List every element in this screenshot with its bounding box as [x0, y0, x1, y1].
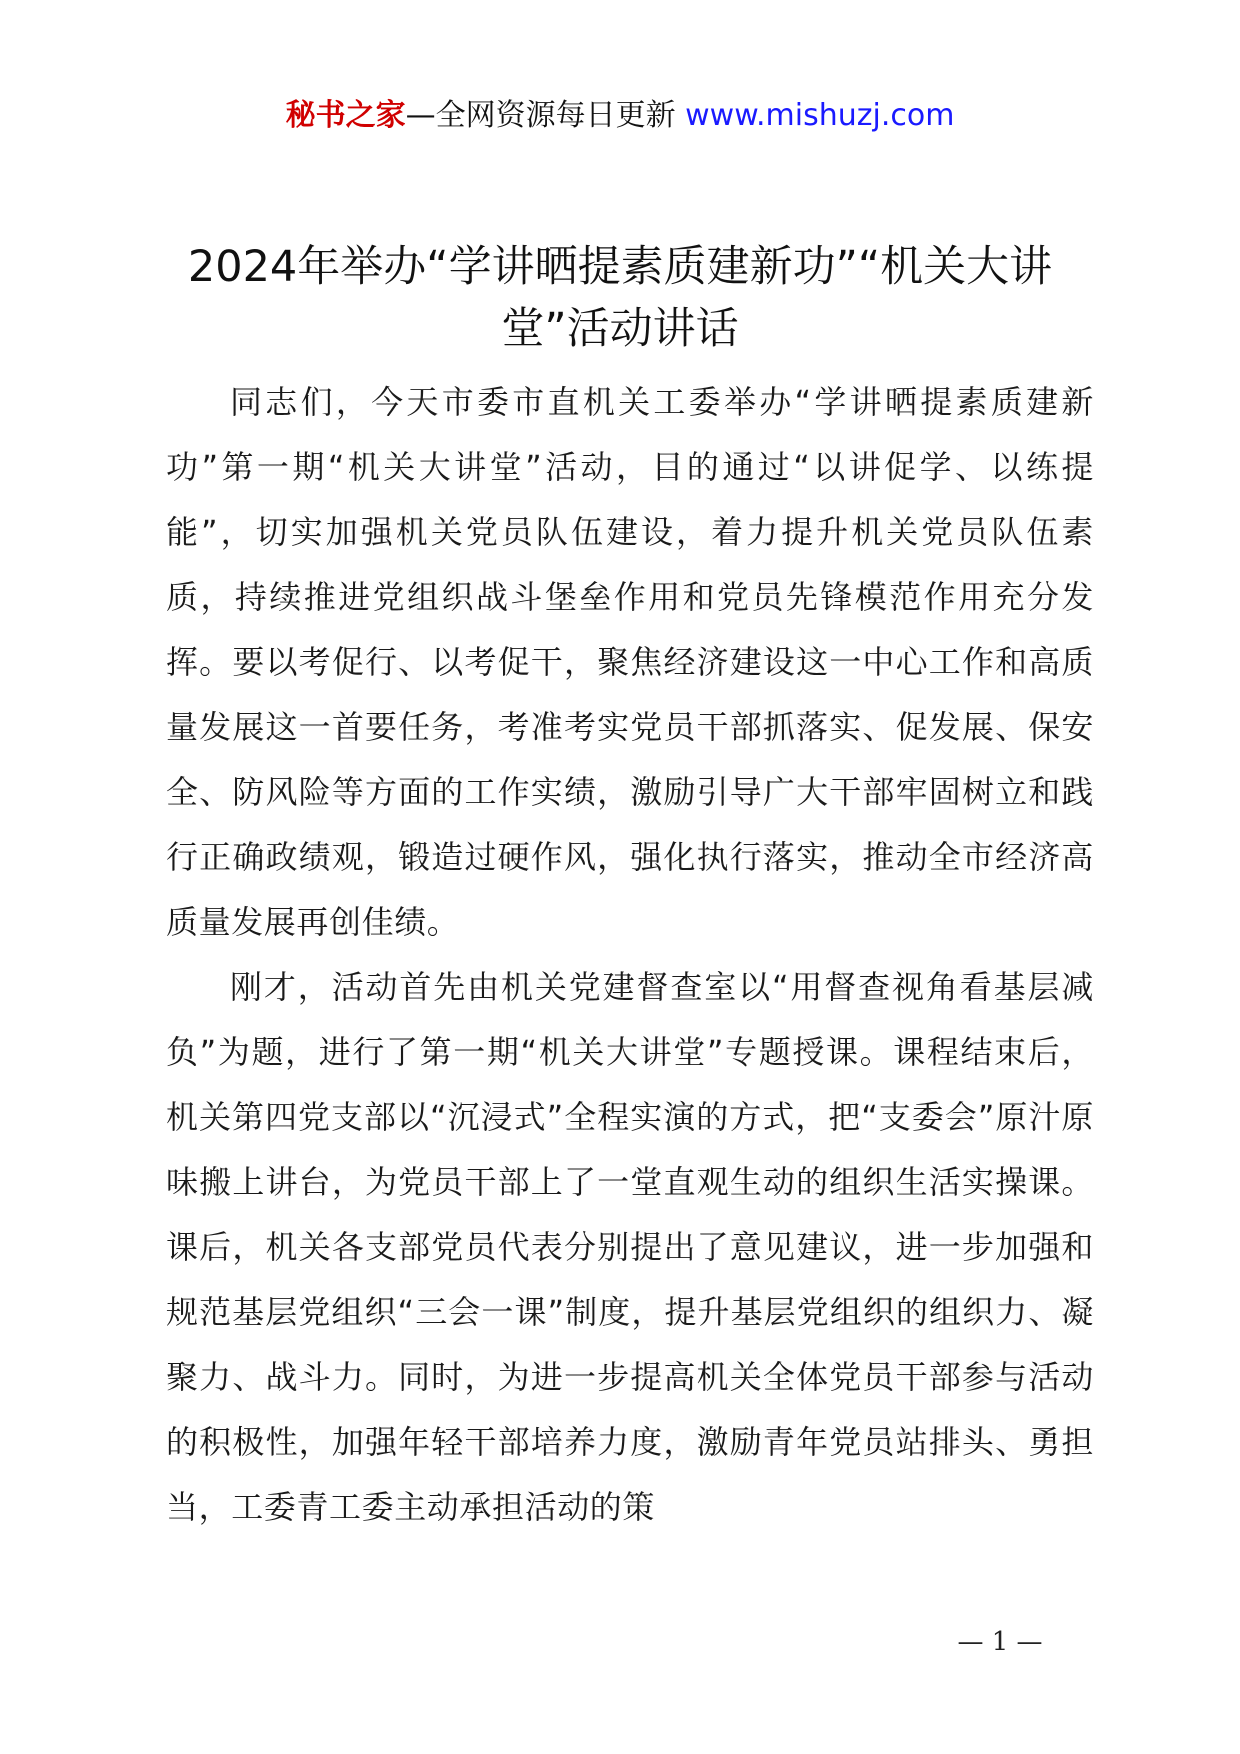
paragraph-2: 刚才，活动首先由机关党建督查室以“用督查视角看基层减负”为题，进行了第一期“机关大讲堂”专题授课。课程结束后，机关第四党支部以“沉浸式”全程实演的方式，把“支委会”原汁原味搬上讲台，为党员干部上了一堂直观生动的组织生活实操课。课后，机关各支部党员代表分别提出了意见建议，进一步加强和规范基层党组织“三会一课”制度，提升基层党组织的组织力、凝聚力、战斗力。同时，为进一步提高机关全体党员干部参与活动的积极性，加强年轻干部培养力度，激励青年党员站排头、勇担当，工委青工委主动承担活动的策	[166, 968, 1094, 1526]
header-tagline: —全网资源每日更新	[405, 98, 686, 133]
paragraph-1: 同志们，今天市委市直机关工委举办“学讲晒提素质建新功”第一期“机关大讲堂”活动，目的通过“以讲促学、以练提能”，切实加强机关党员队伍建设，着力提升机关党员队伍素质，持续推进党组织战斗堡垒作用和党员先锋模范作用充分发挥。要以考促行、以考促干，聚焦经济建设这一中心工作和高质量发展这一首要任务，考准考实党员干部抓落实、促发展、保安全、防风险等方面的工作实绩，激励引导广大干部牢固树立和践行正确政绩观，锻造过硬作风，强化执行落实，推动全市经济高质量发展再创佳绩。	[166, 383, 1094, 941]
site-url[interactable]: www.mishuzj.com	[685, 98, 955, 133]
site-header	[0, 96, 1240, 136]
page-number: — 1 —	[957, 1627, 1043, 1657]
document-body	[166, 370, 1094, 1540]
brand-name: 秘书之家	[285, 98, 406, 133]
document-title: 2024年举办“学讲晒提素质建新功”“机关大讲堂”活动讲话	[187, 242, 1053, 354]
